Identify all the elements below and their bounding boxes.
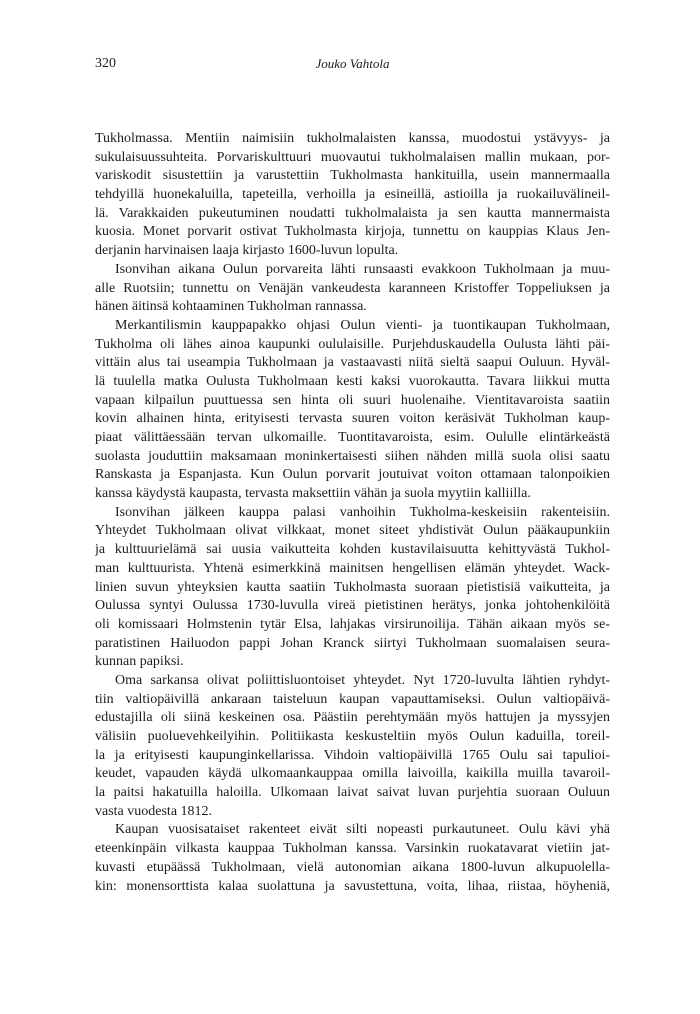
text-line: Isonvihan jälkeen kauppa palasi vanhoihin Tukholma-keskeisiin rakenteisiin.: [115, 504, 610, 520]
text-line: kin: monensorttista kalaa suolattuna ja savustettuna, voita, lihaa, riistaa, höyheniä,: [95, 878, 610, 894]
body-text: [95, 130, 610, 896]
text-line: piaat välittäessään tervan ulkomaille. Tuontitavaroista, esim. Oululle elintärkeästä: [95, 430, 610, 445]
paragraph: [95, 261, 610, 317]
text-line: linien suvun yhteyksien kautta saatiin Tukholmasta suoraan pietistisiä vaikutteita, ja: [95, 579, 610, 595]
text-line: Tukholma oli lähes ainoa kaupunki oululaisille. Purjehduskaudella Oulusta lähti päi-: [95, 336, 610, 352]
text-line: Tukholmassa. Mentiin naimisiin tukholmalaisten kanssa, muodostui ystävyys- ja: [95, 131, 610, 146]
text-line: derjanin harvinaisen laaja kirjasto 1600-luvun lopulta.: [95, 243, 399, 259]
text-line: suolasta jouduttiin maksamaan moninkertaisesti siihen nähden millä suola olisi saatu: [95, 448, 610, 464]
text-line: kuvasti etupäässä Tukholmaan, vielä autonomian aikana 1800-luvun alkupuolella-: [95, 859, 610, 875]
text-line: eteenkinpäin vilkasta kauppaa Tukholman kanssa. Varsinkin ruokatavarat vietiin jat-: [95, 841, 610, 857]
text-line: Merkantilismin kauppapakko ohjasi Oulun vienti- ja tuontikaupan Tukholmaan,: [115, 317, 610, 333]
text-line: kovin alhainen hinta, erityisesti tervasta suuren voiton keräsivät Tukholman kaup-: [95, 411, 610, 427]
text-line: välisiin puoluevehkeilyihin. Politiikasta keskusteltiin myös Oulun kaduilla, toreil-: [95, 729, 610, 744]
text-line: kunnan papiksi.: [95, 654, 184, 670]
text-line: Oma sarkansa olivat poliittisluontoiset yhteydet. Nyt 1720-luvulta lähtien ryhdyt-: [115, 672, 610, 688]
text-line: tiin valtiopäivillä ankaraan taisteluun kaupan vapauttamiseksi. Oulun valtiopäivä-: [95, 691, 610, 707]
text-line: variskodit sisustettiin ja varustettiin Tukholmasta hankituilla, usein mannermaalla: [95, 168, 610, 184]
text-line: la paitsi hakatuilla haloilla. Ulkomaan laivat saivat luvan purjehtia suoraan Ouluun: [95, 785, 610, 801]
text-line: paratistinen Hailuodon pappi Johan Kranck siirtyi Tukholmaan suomalaisen seura-: [95, 635, 610, 651]
text-line: tehdyillä huonekaluilla, tapeteilla, verhoilla ja esineillä, astioilla ja ruokailuvälineil-: [95, 187, 610, 203]
text-line: kanssa käydystä kaupasta, tervasta maksettiin vähän ja suola myytiin kalliilla.: [95, 486, 531, 502]
text-line: kuosia. Monet porvarit ostivat Tukholmasta kirjoja, tunnettu on kauppias Klaus Jen-: [95, 224, 610, 240]
page-number: 320: [95, 56, 116, 71]
text-line: lä. Varakkaiden pukeutuminen noudatti tukholmalaista ja sen kautta mannermaista: [95, 205, 610, 221]
text-line: man kulttuurista. Yhtenä esimerkkinä mainitsen hengellisen elämän yhteydet. Wack-: [95, 560, 610, 576]
text-line: lä tuulella matka Oulusta Tukholmaan kesti kaksi vuorokautta. Tavara liikkui mutta: [95, 373, 610, 389]
paragraph: [95, 130, 610, 261]
text-line: Kaupan vuosisataiset rakenteet eivät silti nopeasti purkautuneet. Oulu kävi yhä: [115, 822, 610, 838]
text-line: vittäin alus tai useampia Tukholmaan ja vastaavasti niitä sieltä saapui Ouluun. Hyväl-: [95, 355, 610, 371]
text-line: keudet, vapauden käydä ulkomaankauppaa omilla laivoilla, kaikilla muilla tavaroil-: [95, 766, 610, 782]
paragraph: [95, 821, 610, 896]
text-line: vapaan kilpailun puuttuessa sen hinta oli suuri huolenaihe. Vientitavaroista saatiin: [95, 392, 610, 408]
running-head: [95, 55, 610, 73]
running-title-author: Jouko Vahtola: [315, 56, 390, 71]
text-line: edustajilla oli siinä keskeinen osa. Päästiin perehtymään myös hattujen ja myssyjen: [95, 710, 610, 726]
text-line: ja kulttuurielämä sai uusia vaikutteita kohden kustavilaisuutta kehittyvästä Tukhol-: [95, 542, 610, 558]
text-line: Oulussa syntyi Oulussa 1730-luvulla vireä pietistinen herätys, jonka johtohenkilöitä: [95, 598, 610, 614]
text-line: Isonvihan aikana Oulun porvareita lähti runsaasti evakkoon Tukholmaan ja muu-: [115, 261, 610, 277]
text-line: sukulaisuussuhteita. Porvariskulttuuri muovautui tukholmalaisen mallin mukaan, por-: [95, 149, 610, 165]
text-line: Ranskasta ja Espanjasta. Kun Oulun porvarit joutuivat voiton ottamaan talonpoikien: [95, 467, 610, 483]
text-line: vasta vuodesta 1812.: [95, 803, 213, 819]
paragraph: [95, 504, 610, 672]
text-line: Yhteydet Tukholmaan olivat vilkkaat, monet siteet yhdistivät Oulun pääkaupunkiin: [95, 523, 610, 539]
paragraph: [95, 672, 610, 822]
paragraph: [95, 317, 610, 504]
text-line: hänen äitinsä kohtaaminen Tukholman rannassa.: [95, 299, 367, 315]
text-line: la ja erityisesti kaupunginkellarissa. Vihdoin valtiopäivillä 1765 Oulu sai tapulioi-: [95, 747, 610, 763]
text-line: alle Ruotsiin; tunnettu on Venäjän vankeudesta karanneen Kristoffer Toppeliuksen ja: [95, 280, 610, 296]
text-line: oli komissaari Holmstenin tytär Elsa, lahjakas virsirunoilija. Tähän aikaan myös se-: [95, 616, 610, 632]
